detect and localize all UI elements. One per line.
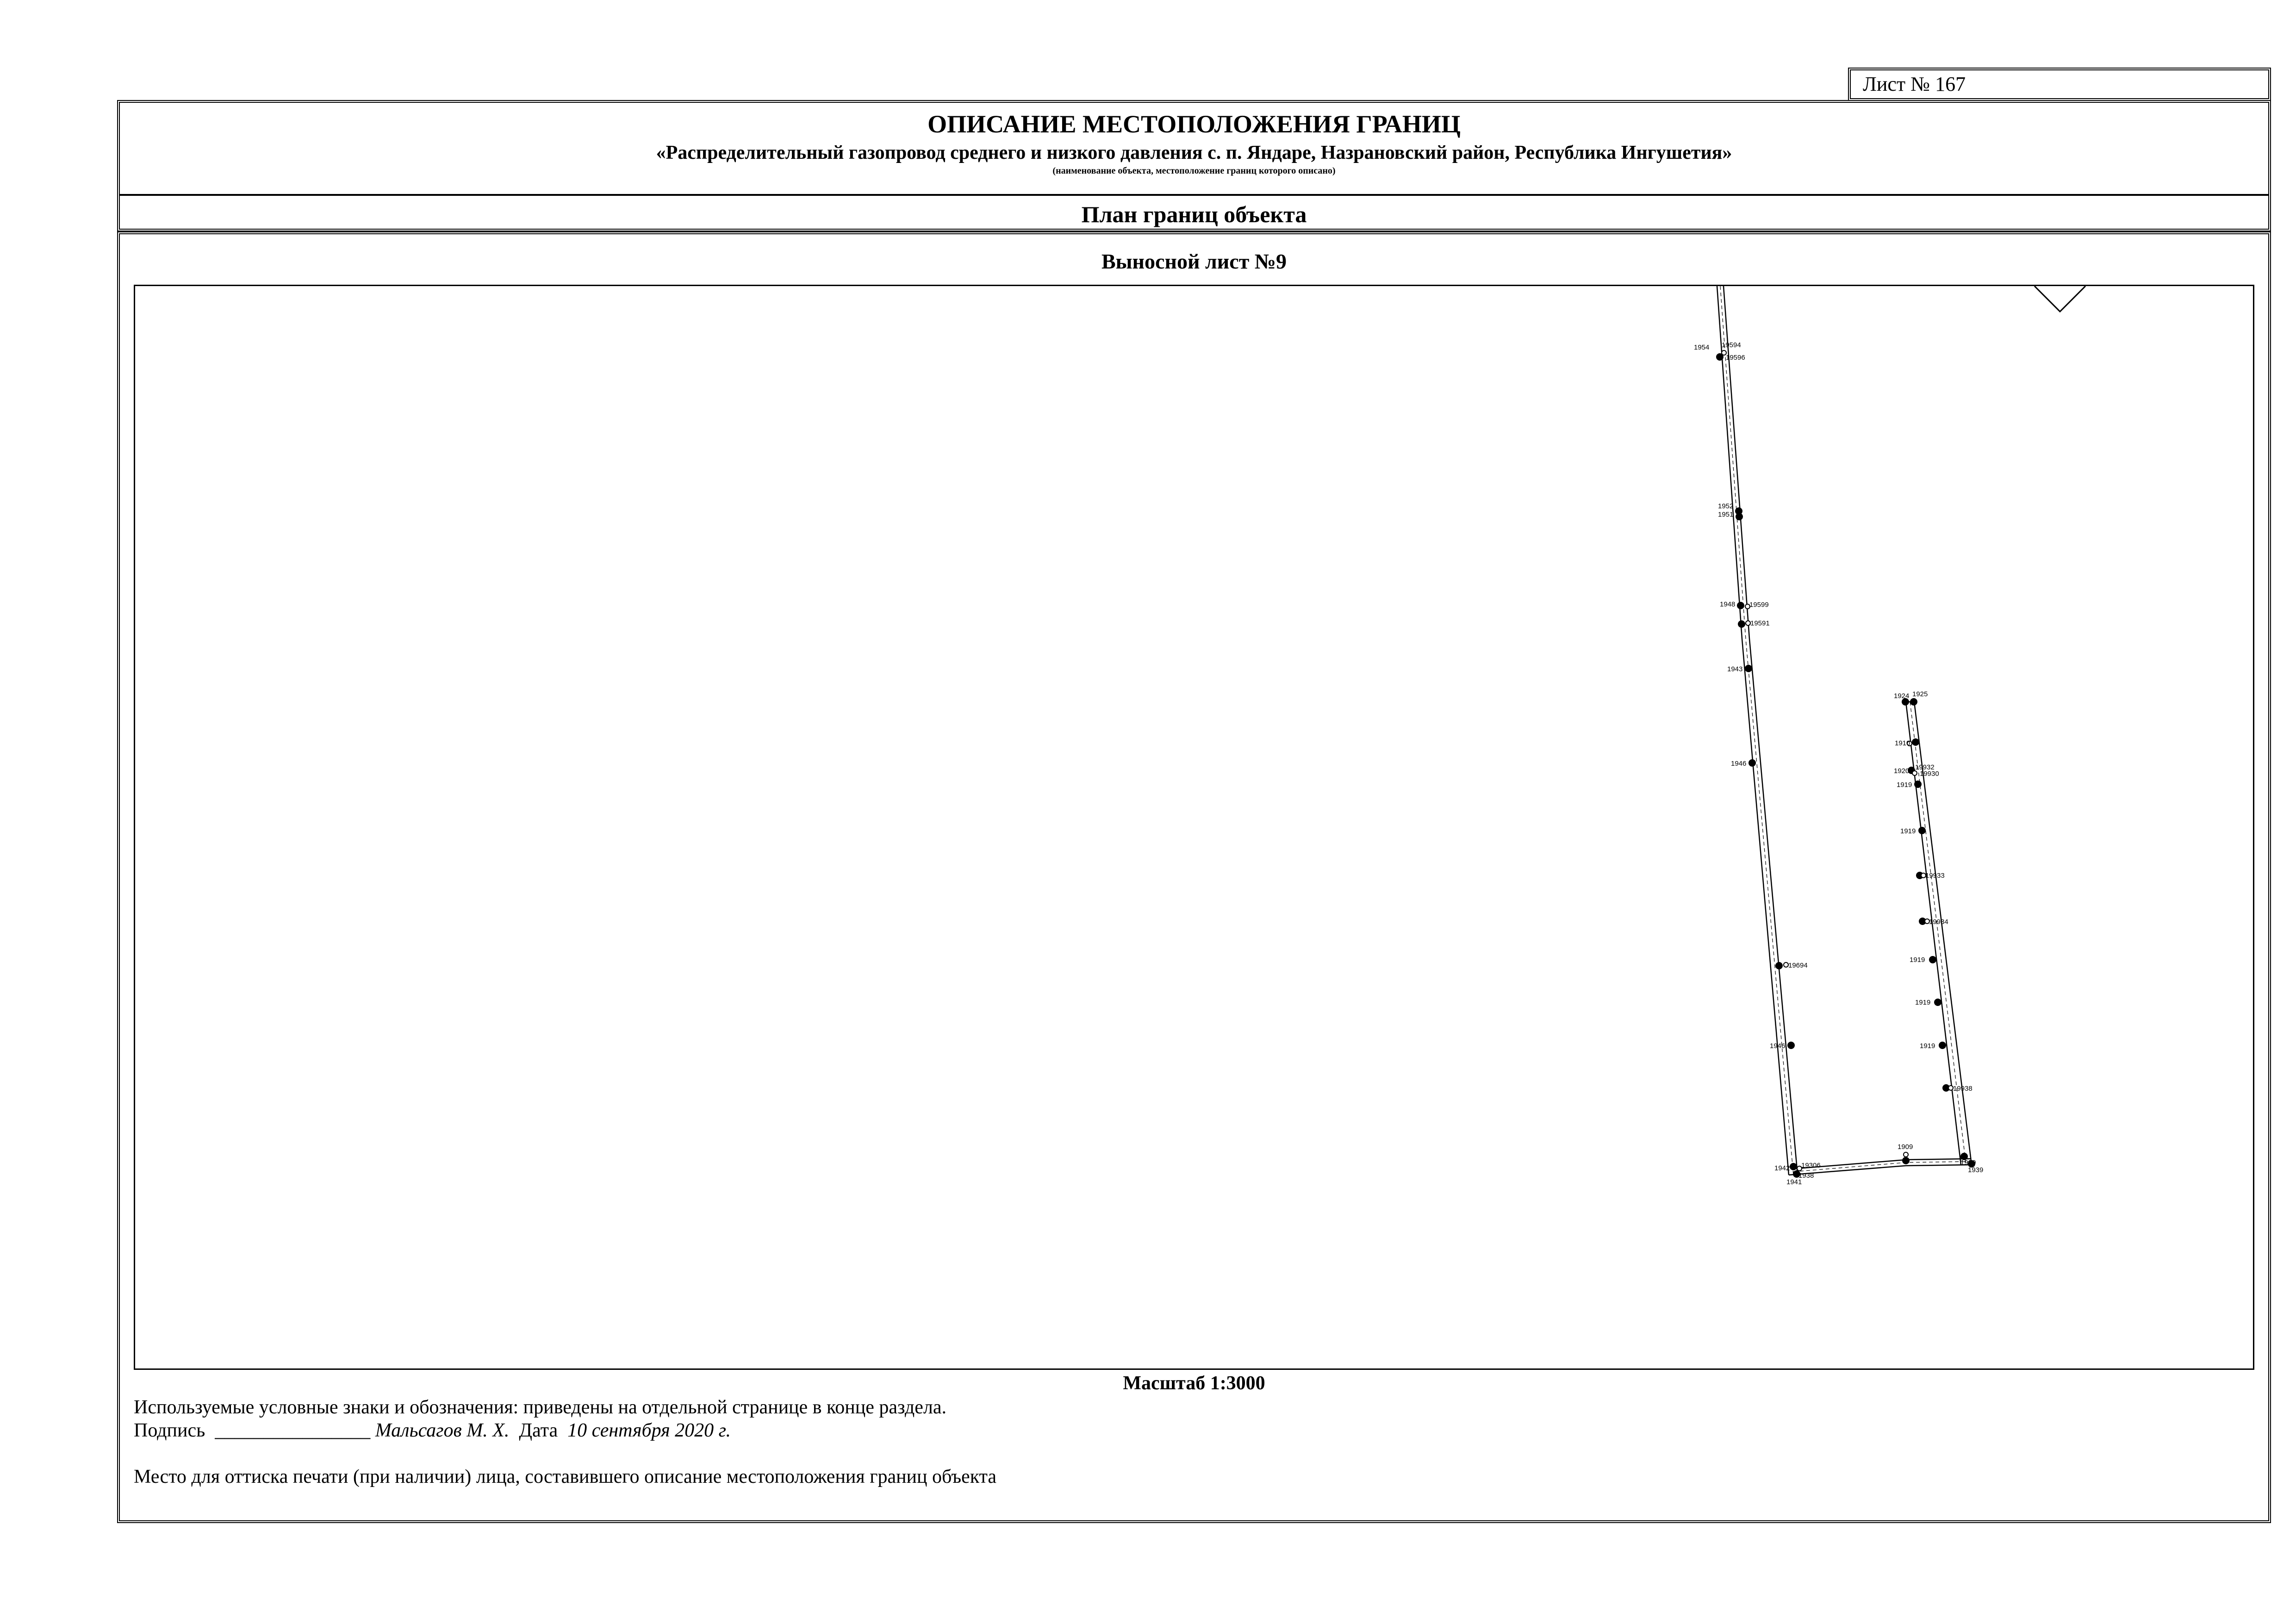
plan-title: План границ объекта [1081, 201, 1307, 227]
boundary-point [1904, 1152, 1908, 1157]
boundary-point [1787, 1042, 1795, 1049]
header-box [117, 100, 2271, 231]
sheet-junction-marker [2035, 286, 2085, 312]
boundary-point [1902, 1157, 1910, 1164]
boundary-point [1746, 621, 1750, 625]
point-label: 1952 [1718, 502, 1734, 510]
boundary-point [1775, 962, 1783, 969]
boundary-point [1929, 956, 1936, 963]
boundary-points-left [1716, 350, 1802, 1178]
boundary-point [1748, 759, 1756, 767]
signature-label: Подпись [134, 1420, 205, 1441]
boundary-point [1934, 999, 1941, 1006]
point-label: 1943 [1727, 665, 1743, 673]
point-label: 19591 [1750, 619, 1770, 627]
boundary-point [1939, 1042, 1946, 1049]
date-label: Дата [519, 1420, 558, 1441]
boundary-point [1790, 1163, 1797, 1170]
point-label: 1946 [1731, 760, 1747, 768]
point-label: 19594 [1722, 341, 1741, 349]
object-name-caption: (наименование объекта, местоположение границ которого описано) [1052, 166, 1336, 176]
point-label: 1941 [1786, 1178, 1802, 1186]
point-label: 1925 [1912, 690, 1928, 698]
point-label: 1948 [1720, 600, 1736, 608]
sheet-subtitle: Выносной лист №9 [1101, 250, 1287, 273]
point-label: 19694 [1788, 962, 1808, 969]
boundary-point [1737, 602, 1744, 609]
point-label: 1939 [1968, 1166, 1984, 1174]
point-label: 1909 [1898, 1143, 1913, 1151]
boundary-point [1910, 698, 1917, 706]
point-label: 1919 [1910, 956, 1925, 964]
pipeline-axis [1720, 286, 1793, 1175]
boundary-point [1745, 665, 1752, 672]
signatory-name: Мальсагов М. Х. [375, 1420, 510, 1441]
boundary-point [1912, 771, 1917, 775]
sheet-number: Лист № 167 [1863, 73, 1966, 95]
boundary-point [1914, 781, 1922, 788]
main-box [117, 231, 2271, 1523]
stamp-note: Место для оттиска печати (при наличии) лица, составившего описание местоположения границ объекта [134, 1466, 997, 1487]
boundary-point [1912, 738, 1919, 746]
signature-date: 10 сентября 2020 г. [567, 1420, 731, 1441]
signature-blank: ________________ [215, 1420, 371, 1441]
signature-line [134, 1419, 731, 1442]
legend-note: Используемые условные знаки и обозначения: приведены на отдельной странице в конце раздела. [134, 1397, 946, 1418]
point-label: 19596 [1726, 354, 1745, 362]
object-name: «Распределительный газопровод среднего и низкого давления с. п. Яндаре, Назрановский район, Республика Ингушетия» [656, 142, 1732, 163]
boundary-point [1784, 962, 1788, 967]
point-label: 1954 [1694, 344, 1710, 351]
boundary-point [1736, 513, 1743, 520]
point-label: 1942 [1774, 1164, 1790, 1172]
point-label: 1946 [1770, 1042, 1786, 1050]
sheet-number-box [1848, 68, 2271, 101]
boundary-map-drawing [135, 286, 2253, 1368]
point-label: 1924 [1894, 692, 1910, 700]
point-label: 1919 [1920, 1042, 1935, 1050]
header-divider [120, 194, 2268, 196]
document-title: ОПИСАНИЕ МЕСТОПОЛОЖЕНИЯ ГРАНИЦ [927, 110, 1461, 138]
point-label: 19930 [1920, 770, 1939, 778]
boundary-point [1948, 1086, 1953, 1090]
point-label: 19938 [1953, 1085, 1972, 1093]
point-label: 19933 [1925, 872, 1945, 880]
point-label: 1951 [1718, 511, 1734, 518]
point-label: 1910 [1895, 739, 1910, 747]
point-label: 1919 [1897, 781, 1912, 789]
point-label: 19934 [1929, 918, 1948, 926]
boundary-point [1738, 620, 1745, 628]
point-label: 1919 [1900, 827, 1916, 835]
point-label: 1938 [1798, 1172, 1814, 1180]
point-label: 19932 [1915, 763, 1935, 771]
map-scale: Масштаб 1:3000 [1123, 1373, 1265, 1394]
point-label: 19599 [1749, 601, 1769, 609]
point-label: 19306 [1801, 1162, 1821, 1169]
boundary-line [1724, 286, 1798, 1175]
boundary-map [134, 285, 2254, 1370]
boundary-points-right [1902, 698, 1975, 1168]
point-label: 1920 [1960, 1159, 1976, 1167]
boundary-line [1717, 286, 1789, 1175]
boundary-point [1918, 827, 1926, 834]
point-label: 1920 [1894, 767, 1910, 775]
point-label: 1919 [1915, 999, 1931, 1006]
